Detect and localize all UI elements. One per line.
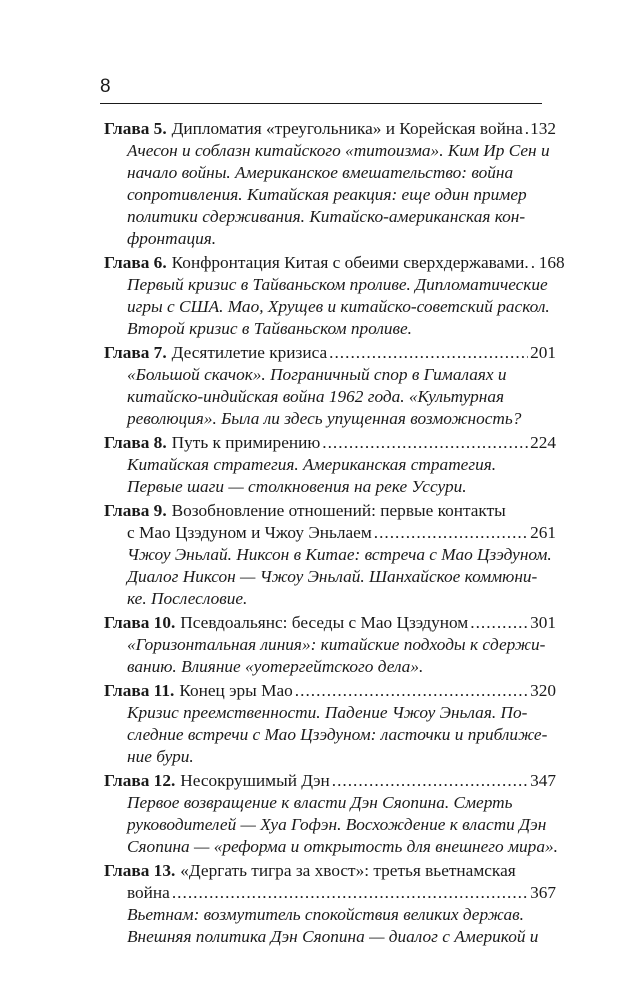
chapter-subtopics: Сяопина — «реформа и открытость для внешнего мира».	[127, 837, 558, 856]
chapter-subtopics: фронтация.	[127, 229, 217, 248]
chapter-subtopics: начало войны. Американское вмешательство: война	[127, 163, 514, 182]
chapter-title: «Дергать тигра за хвост»: третья вьетнамская	[180, 861, 516, 880]
leader-dots	[332, 770, 528, 792]
chapter-title-continued: с Мао Цзэдуном и Чжоу Эньлаем	[127, 523, 372, 542]
chapter-label: Глава 10.	[104, 613, 176, 632]
chapter-subtopics: Второй кризис в Тайваньском проливе.	[127, 319, 413, 338]
chapter-label: Глава 11.	[104, 681, 175, 700]
chapter-title-continued: война	[127, 883, 170, 902]
chapter-subtopics: политики сдерживания. Китайско-американская кон-	[127, 207, 526, 226]
chapter-title: Конец эры Мао	[179, 681, 293, 700]
chapter-label: Глава 6.	[104, 253, 167, 272]
chapter-subtopics: ке. Послесловие.	[127, 589, 248, 608]
chapter-subtopics: Ачесон и соблазн китайского «титоизма». Ким Ир Сен и	[127, 141, 550, 160]
chapter-title: Конфронтация Китая с обеими сверхдержавами.	[171, 253, 529, 272]
chapter-title: Несокрушимый Дэн	[180, 771, 330, 790]
chapter-label: Глава 9.	[104, 501, 167, 520]
chapter-subtopics: следние встречи с Мао Цзэдуном: ласточки и приближе-	[127, 725, 548, 744]
leader-dots	[470, 612, 528, 634]
chapter-subtopics: сопротивления. Китайская реакция: еще один пример	[127, 185, 527, 204]
table-of-contents	[104, 118, 565, 950]
leader-dots	[295, 680, 528, 702]
chapter-page: 367	[530, 883, 556, 902]
header-rule	[100, 103, 542, 104]
toc-entry-chapter-13	[104, 860, 556, 948]
chapter-label: Глава 13.	[104, 861, 176, 880]
leader-dots	[374, 522, 528, 544]
chapter-page: 320	[530, 681, 556, 700]
chapter-page: 168	[538, 253, 565, 272]
chapter-label: Глава 8.	[104, 433, 167, 452]
chapter-label: Глава 5.	[104, 119, 167, 138]
toc-entry-chapter-12	[104, 770, 556, 858]
chapter-label: Глава 12.	[104, 771, 176, 790]
chapter-title: Псевдоальянс: беседы с Мао Цзэдуном	[180, 613, 469, 632]
chapter-subtopics: руководителей — Хуа Гофэн. Восхождение к власти Дэн	[127, 815, 547, 834]
chapter-subtopics: революция». Была ли здесь упущенная возможность?	[127, 409, 522, 428]
chapter-subtopics: Вьетнам: возмутитель спокойствия великих держав.	[127, 905, 524, 924]
chapter-subtopics: Китайская стратегия. Американская стратегия.	[127, 455, 497, 474]
toc-entry-chapter-8	[104, 432, 556, 498]
leader-dots	[172, 882, 528, 904]
chapter-label: Глава 7.	[104, 343, 167, 362]
chapter-subtopics: Диалог Никсон — Чжоу Эньлай. Шанхайское коммюни-	[127, 567, 538, 586]
toc-entry-chapter-5	[104, 118, 556, 250]
chapter-page: 301	[530, 613, 556, 632]
chapter-title: Дипломатия «треугольника» и Корейская война	[171, 119, 523, 138]
toc-entry-chapter-7	[104, 342, 556, 430]
chapter-subtopics: «Большой скачок». Пограничный спор в Гималаях и	[127, 365, 507, 384]
chapter-subtopics: игры с США. Мао, Хрущев и китайско-советский раскол.	[127, 297, 550, 316]
chapter-subtopics: Внешняя политика Дэн Сяопина — диалог с Америкой и	[127, 927, 539, 946]
chapter-page: 224	[530, 433, 556, 452]
chapter-subtopics: Первое возвращение к власти Дэн Сяопина. Смерть	[127, 793, 513, 812]
chapter-title: Возобновление отношений: первые контакты	[171, 501, 506, 520]
chapter-title: Путь к примирению	[171, 433, 321, 452]
toc-entry-chapter-6	[104, 252, 565, 340]
chapter-subtopics: «Горизонтальная линия»: китайские подходы к сдержи-	[127, 635, 546, 654]
chapter-page: 261	[530, 523, 556, 542]
chapter-subtopics: Кризис преемственности. Падение Чжоу Эньлая. По-	[127, 703, 528, 722]
toc-entry-chapter-10	[104, 612, 556, 678]
chapter-subtopics: китайско-индийская война 1962 года. «Культурная	[127, 387, 505, 406]
toc-entry-chapter-9	[104, 500, 556, 610]
leader-dots	[322, 432, 528, 454]
chapter-subtopics: Чжоу Эньлай. Никсон в Китае: встреча с Мао Цзэдуном.	[127, 545, 552, 564]
toc-entry-chapter-11	[104, 680, 556, 768]
chapter-page: 347	[530, 771, 556, 790]
chapter-subtopics: ванию. Влияние «уотергейтского дела».	[127, 657, 424, 676]
leader-dots	[531, 252, 537, 274]
page-number: 8	[100, 76, 111, 97]
chapter-subtopics: Первые шаги — столкновения на реке Уссури.	[127, 477, 467, 496]
leader-dots	[329, 342, 528, 364]
chapter-title: Десятилетие кризиса	[171, 343, 328, 362]
leader-dots	[525, 118, 528, 140]
chapter-subtopics: Первый кризис в Тайваньском проливе. Дипломатические	[127, 275, 548, 294]
chapter-page: 132	[530, 119, 556, 138]
chapter-subtopics: ние бури.	[127, 747, 194, 766]
chapter-page: 201	[530, 343, 556, 362]
